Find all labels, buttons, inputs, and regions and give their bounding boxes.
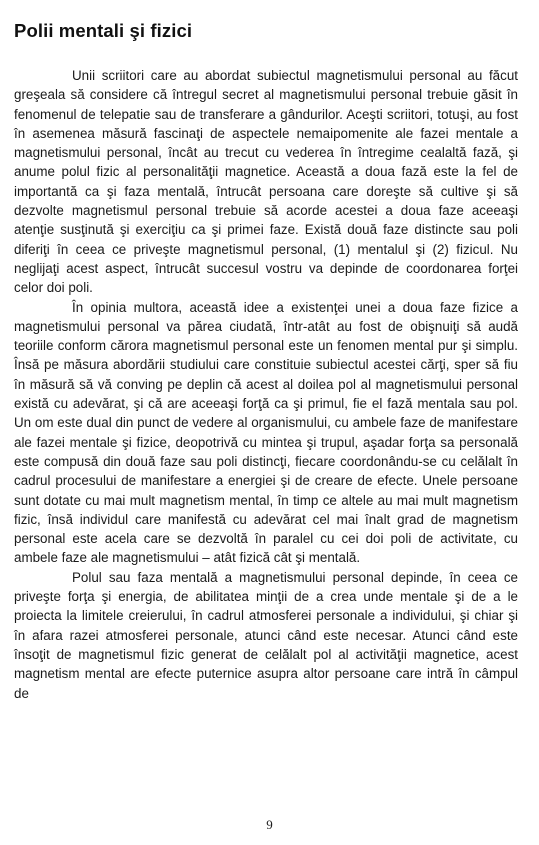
page-title: Polii mentali şi fizici bbox=[14, 20, 193, 41]
paragraph: Unii scriitori care au abordat subiectul magnetismului personal au făcut greşeala să considere că întregul secret al magnetismului personal trebuie găsit în fenomenul de telepatie sau de transferare a gândurilor. Aceşti scriitori, totuşi, au fost în asemenea măsură fascinaţi de aspectele nemaipomenite ale fazei mentale a magnetismului personal, încât au trecut cu vederea în întregime cealaltă fază, şi anume polul fizic al personalităţii magnetice. Această a doua fază este la fel de importantă ca şi faza mentală, întrucât persoana care doreşte să cultive şi să dezvolte magnetismul personal trebuie să acorde acestei a doua faze aceeaşi atenţie susţinută şi exerciţiu ca şi primei faze. Există două faze distincte sau poli diferiţi în ceea ce priveşte magnetismul personal, (1) mentalul şi (2) fizicul. Nu neglijaţi acest aspect, întrucât succesul vostru va depinde de coordonarea forţei celor doi poli. bbox=[14, 68, 518, 296]
paragraph: În opinia multora, această idee a existenţei unei a doua faze fizice a magnetismului personal va părea ciudată, într-atât au fost de obişnuiţi să audă teoriile conform cărora magnetismul personal este un fenomen mental pur şi simplu. Însă pe măsura abordării studiului care constituie subiectul acestei cărţi, sper să fiu în măsură să vă conving pe deplin că acest al doilea pol al magnetismului personal există cu adevărat, şi că are aceeaşi forţă ca şi primul, fie el fază mentala sau pol. Un om este dual din punct de vedere al organismului, cu ambele faze de manifestare ale fazei mentale şi fizice, deopotrivă cu mintea şi trupul, aşadar forţa sa personală este compusă din două faze sau poli distincţi, fiecare coordonându-se cu celălalt în cadrul procesului de manifestare a energiei şi de creare de efecte. Unele persoane sunt dotate cu mai mult magnetism mental, în timp ce altele au mai mult magnetism fizic, însă individul care manifestă cu adevărat cel mai înalt grad de magnetism personal este acela care se dezvoltă în paralel cu cei doi poli de activitate, cu ambele faze ale magnetismului – atât fizică cât şi mentală. bbox=[14, 299, 518, 566]
paragraph: Polul sau faza mentală a magnetismului personal depinde, în ceea ce priveşte forţa şi energia, de abilitatea minţii de a crea unde mentale şi de a le proiecta la limitele creierului, în cadrul atmosferei personale a individului, şi chiar şi în afara razei atmosferei personale, atunci când este necesar. Atunci când este însoţit de magnetismul fizic generat de celălalt pol al activităţii magnetice, acest magnetism mental are efecte puternice asupra altor persoane care intră în câmpul de bbox=[14, 569, 518, 701]
body-text bbox=[14, 66, 518, 703]
page-number: 9 bbox=[266, 817, 273, 832]
